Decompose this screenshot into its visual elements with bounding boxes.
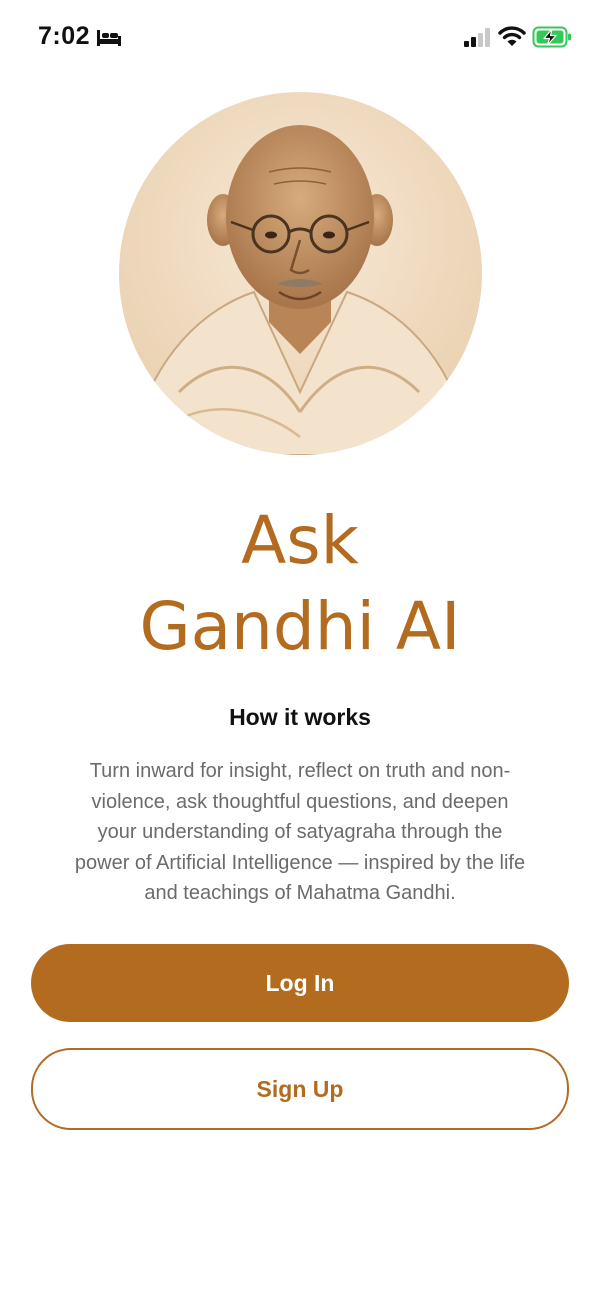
gandhi-portrait-image — [119, 92, 482, 455]
app-title — [0, 498, 600, 670]
description-line: power of Artificial Intelligence — inspired by the life — [74, 851, 526, 874]
description-line: violence, ask thoughtful questions, and deepen — [91, 790, 509, 813]
signup-button[interactable]: Sign Up — [31, 1048, 569, 1130]
status-bar — [0, 0, 600, 78]
wifi-icon — [498, 24, 526, 48]
battery-charging-icon — [532, 26, 572, 48]
portrait-illustration — [119, 92, 482, 455]
bed-icon — [96, 28, 122, 48]
how-it-works-heading: How it works — [229, 704, 371, 730]
description-line: your understanding of satyagraha through the — [97, 821, 503, 843]
description-line: Turn inward for insight, reflect on truth and non- — [89, 760, 511, 782]
how-it-works-description — [40, 756, 560, 909]
app-title-line2: Gandhi AI — [139, 588, 461, 665]
app-title-line1: Ask — [241, 502, 359, 579]
cellular-signal-icon — [464, 27, 492, 47]
status-time: 7:02 — [38, 22, 91, 50]
description-line: and teachings of Mahatma Gandhi. — [144, 882, 456, 904]
login-button[interactable]: Log In — [31, 944, 569, 1022]
